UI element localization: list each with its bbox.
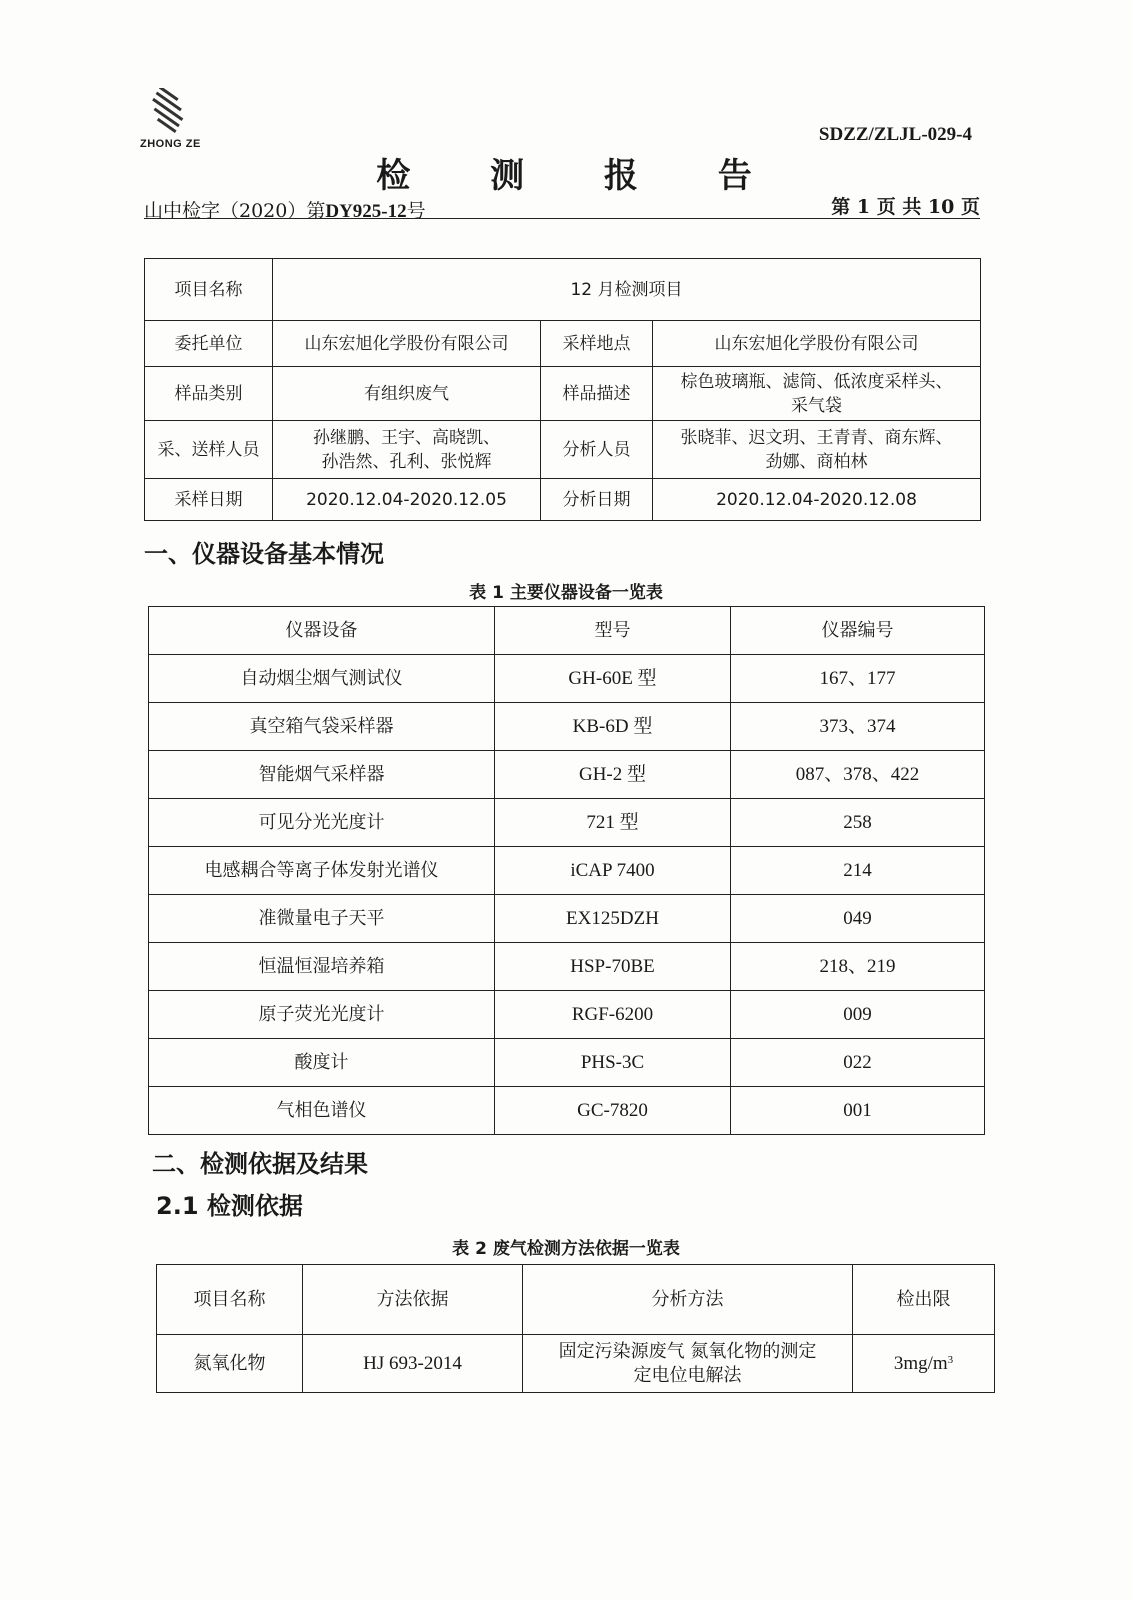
client-label: 委托单位 [145, 321, 273, 367]
table-row [157, 1335, 995, 1393]
table-row [149, 991, 985, 1039]
table-row [145, 367, 981, 421]
table-row [149, 895, 985, 943]
equipment-model: GH-60E 型 [495, 655, 731, 703]
equipment-model: KB-6D 型 [495, 703, 731, 751]
equipment-model: 721 型 [495, 799, 731, 847]
analysis-method [523, 1335, 853, 1393]
analysis-date-label: 分析日期 [541, 479, 653, 521]
sampler-label: 采、送样人员 [145, 421, 273, 479]
equipment-name: 可见分光光度计 [149, 799, 495, 847]
section-2-1-heading: 2.1 检测依据 [156, 1192, 303, 1220]
sample-description-line-1: 棕色玻璃瓶、滤筒、低浓度采样头、 [680, 371, 953, 392]
sampler-value [273, 421, 541, 479]
table-header-row [157, 1265, 995, 1335]
sampling-site-value: 山东宏旭化学股份有限公司 [653, 321, 981, 367]
table-row [145, 259, 981, 321]
table-header-row [149, 607, 985, 655]
section-2-heading: 二、检测依据及结果 [152, 1150, 368, 1178]
company-logo [136, 88, 216, 152]
report-number-suffix: 号 [406, 200, 426, 222]
method-item: 氮氧化物 [157, 1335, 303, 1393]
page-title: 检 测 报 告 [376, 156, 786, 196]
analyst-label: 分析人员 [541, 421, 653, 479]
detection-limit-base: 3mg/m [893, 1352, 948, 1374]
column-header: 型号 [495, 607, 731, 655]
sampling-date-value: 2020.12.04-2020.12.05 [273, 479, 541, 521]
table-row [145, 421, 981, 479]
equipment-name: 智能烟气采样器 [149, 751, 495, 799]
equipment-number: 214 [731, 847, 985, 895]
sampling-date-label: 采样日期 [145, 479, 273, 521]
sample-description-line-2: 采气袋 [791, 395, 842, 416]
report-number-code: DY925-12 [325, 201, 407, 222]
equipment-number: 258 [731, 799, 985, 847]
equipment-model: EX125DZH [495, 895, 731, 943]
analyst-line-1: 张晓菲、迟文玥、王青青、商东辉、 [680, 427, 953, 448]
report-number-prefix: 山中检字（2020）第 [144, 200, 326, 222]
method-table [156, 1264, 995, 1393]
equipment-number: 373、374 [731, 703, 985, 751]
column-header: 仪器设备 [149, 607, 495, 655]
client-value: 山东宏旭化学股份有限公司 [273, 321, 541, 367]
analyst-value [653, 421, 981, 479]
logo-mark-icon [136, 88, 206, 140]
header-rule [144, 218, 980, 219]
equipment-number: 167、177 [731, 655, 985, 703]
equipment-model: GC-7820 [495, 1087, 731, 1135]
project-name-value: 12 月检测项目 [273, 259, 981, 321]
column-header: 方法依据 [303, 1265, 523, 1335]
equipment-name: 酸度计 [149, 1039, 495, 1087]
document-code: SDZZ/ZLJL-029-4 [818, 124, 972, 145]
method-basis: HJ 693-2014 [303, 1335, 523, 1393]
sample-description-value [653, 367, 981, 421]
equipment-number: 087、378、422 [731, 751, 985, 799]
sampling-site-label: 采样地点 [541, 321, 653, 367]
table-row [145, 479, 981, 521]
equipment-model: GH-2 型 [495, 751, 731, 799]
sample-description-label: 样品描述 [541, 367, 653, 421]
table-row [145, 321, 981, 367]
detection-limit [853, 1335, 995, 1393]
equipment-number: 001 [731, 1087, 985, 1135]
equipment-name: 电感耦合等离子体发射光谱仪 [149, 847, 495, 895]
equipment-name: 真空箱气袋采样器 [149, 703, 495, 751]
equipment-number: 218、219 [731, 943, 985, 991]
column-header: 检出限 [853, 1265, 995, 1335]
equipment-model: iCAP 7400 [495, 847, 731, 895]
equipment-name: 自动烟尘烟气测试仪 [149, 655, 495, 703]
table-2-caption: 表 2 废气检测方法依据一览表 [452, 1239, 680, 1259]
equipment-model: HSP-70BE [495, 943, 731, 991]
sample-category-value: 有组织废气 [273, 367, 541, 421]
analyst-line-2: 劲娜、商柏林 [765, 451, 868, 472]
table-row [149, 799, 985, 847]
equipment-name: 原子荧光光度计 [149, 991, 495, 1039]
table-1-caption: 表 1 主要仪器设备一览表 [469, 583, 663, 603]
analysis-method-line-1: 固定污染源废气 氮氧化物的测定 [558, 1340, 817, 1362]
column-header: 分析方法 [523, 1265, 853, 1335]
table-row [149, 703, 985, 751]
analysis-method-line-2: 定电位电解法 [633, 1364, 742, 1386]
table-row [149, 655, 985, 703]
column-header: 项目名称 [157, 1265, 303, 1335]
table-row [149, 943, 985, 991]
project-info-table [144, 258, 981, 521]
sample-category-label: 样品类别 [145, 367, 273, 421]
equipment-number: 022 [731, 1039, 985, 1087]
detection-limit-exponent: 3 [947, 1353, 954, 1366]
table-row [149, 1087, 985, 1135]
equipment-name: 气相色谱仪 [149, 1087, 495, 1135]
table-row [149, 1039, 985, 1087]
equipment-model: PHS-3C [495, 1039, 731, 1087]
equipment-number: 049 [731, 895, 985, 943]
equipment-name: 准微量电子天平 [149, 895, 495, 943]
table-row [149, 847, 985, 895]
equipment-table [148, 606, 985, 1135]
sampler-line-2: 孙浩然、孔利、张悦辉 [321, 451, 492, 472]
column-header: 仪器编号 [731, 607, 985, 655]
page-indicator: 第 1 页 共 10 页 [831, 196, 980, 218]
analysis-date-value: 2020.12.04-2020.12.08 [653, 479, 981, 521]
logo-text: ZHONG ZE [140, 138, 201, 150]
table-row [149, 751, 985, 799]
equipment-name: 恒温恒湿培养箱 [149, 943, 495, 991]
sampler-line-1: 孙继鹏、王宇、高晓凯、 [313, 427, 500, 448]
section-1-heading: 一、仪器设备基本情况 [144, 540, 384, 568]
project-name-label: 项目名称 [145, 259, 273, 321]
equipment-model: RGF-6200 [495, 991, 731, 1039]
equipment-number: 009 [731, 991, 985, 1039]
